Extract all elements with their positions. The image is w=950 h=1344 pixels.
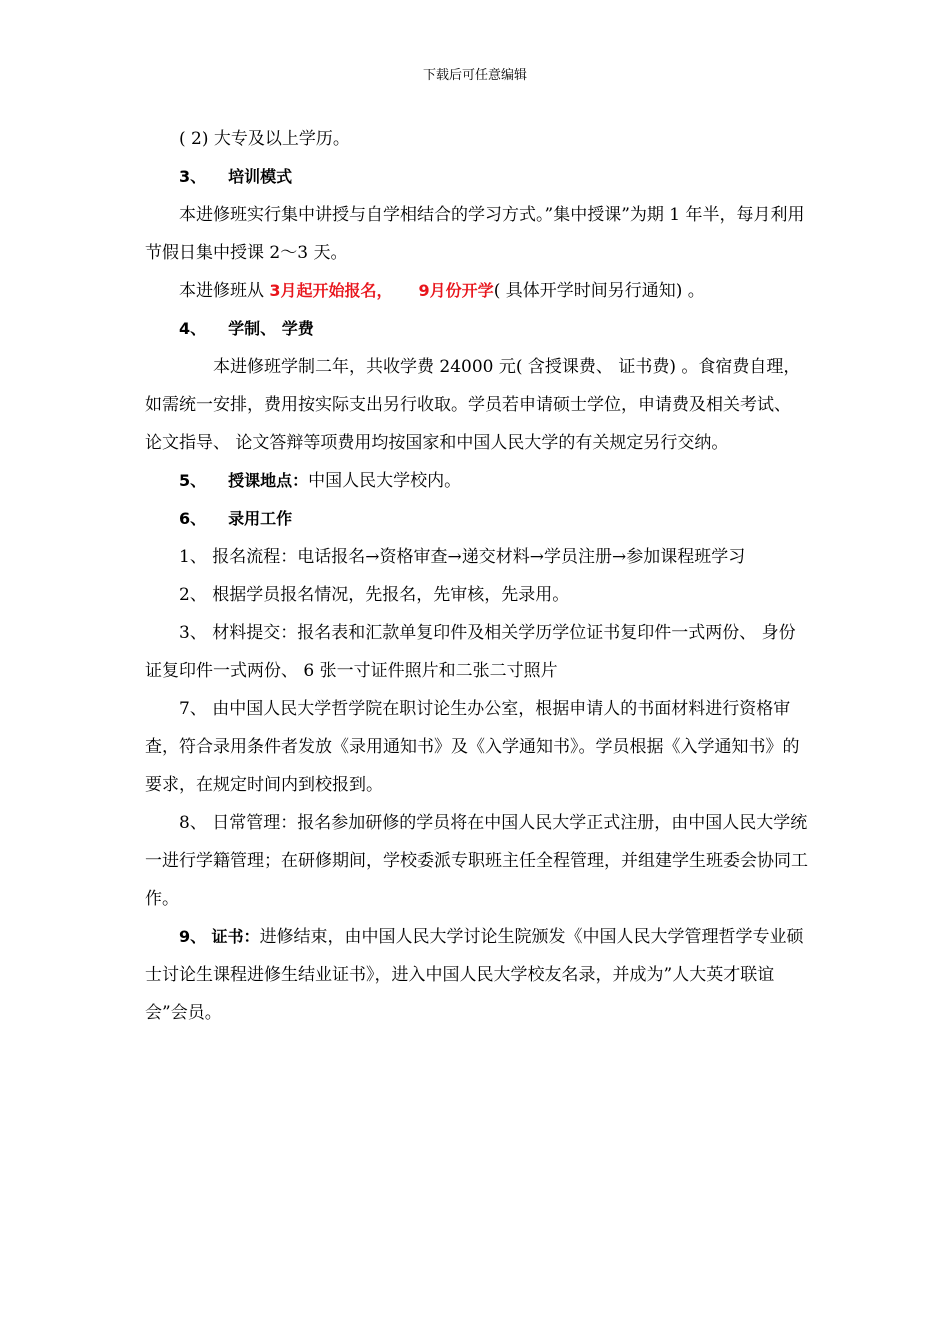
section-3-paragraph-1: 本进修班实行集中讲授与自学相结合的学习方式。”集中授课”为期 1 年半，每月利用节假日集中授课 2～3 天。	[145, 205, 805, 263]
page-header-note: 下载后可任意编辑	[422, 68, 527, 83]
item-7-qualification-review: 7、 由中国人民大学哲学院在职讨论生办公室，根据申请人的书面材料进行资格审查，符合录用条件者发放《录用通知书》及《入学通知书》。学员根据《入学通知书》的要求，在规定时间内到校报到。	[145, 699, 800, 795]
section-3-heading: 3、 培训模式	[179, 167, 293, 186]
document-body	[145, 120, 810, 1032]
education-requirement-line: ( 2) 大专及以上学历。	[179, 129, 350, 149]
item-2-review-order: 2、 根据学员报名情况，先报名，先审核，先录用。	[179, 585, 570, 605]
section-4-heading: 4、 学制、 学费	[179, 319, 314, 338]
section-4-paragraph: 本进修班学制二年，共收学费 24000 元( 含授课费、 证书费) 。食宿费自理，如需统一安排，费用按实际支出另行收取。学员若申请硕士学位，申请费及相关考试、 论文指导、 论文答辩等项费用均按国家和中国人民大学的有关规定另行交纳。	[145, 357, 801, 453]
semester-start-highlight: 9月份开学	[418, 281, 494, 300]
section-9-certificate: 9、 证书：进修结束，由中国人民大学讨论生院颁发《中国人民大学管理哲学专业硕士讨论生课程进修生结业证书》，进入中国人民大学校友名录，并成为”人大英才联谊会”会员。	[145, 927, 804, 1023]
item-8-daily-management: 8、 日常管理：报名参加研修的学员将在中国人民大学正式注册，由中国人民大学统一进行学籍管理；在研修期间，学校委派专职班主任全程管理，并组建学生班委会协同工作。	[145, 813, 808, 909]
item-1-registration-flow: 1、 报名流程：电话报名→资格审查→递交材料→学员注册→参加课程班学习	[179, 547, 746, 567]
section-3-paragraph-2: 本进修班从 3月起开始报名， 9月份开学( 具体开学时间另行通知) 。	[179, 281, 705, 301]
enrollment-start-highlight: 3月起开始报名，	[269, 281, 393, 300]
item-3-materials: 3、 材料提交：报名表和汇款单复印件及相关学历学位证书复印件一式两份、 身份证复印件一式两份、 6 张一寸证件照片和二张二寸照片	[145, 623, 796, 681]
section-6-heading: 6、 录用工作	[179, 509, 293, 528]
section-5-line: 5、 授课地点：中国人民大学校内。	[179, 471, 462, 491]
